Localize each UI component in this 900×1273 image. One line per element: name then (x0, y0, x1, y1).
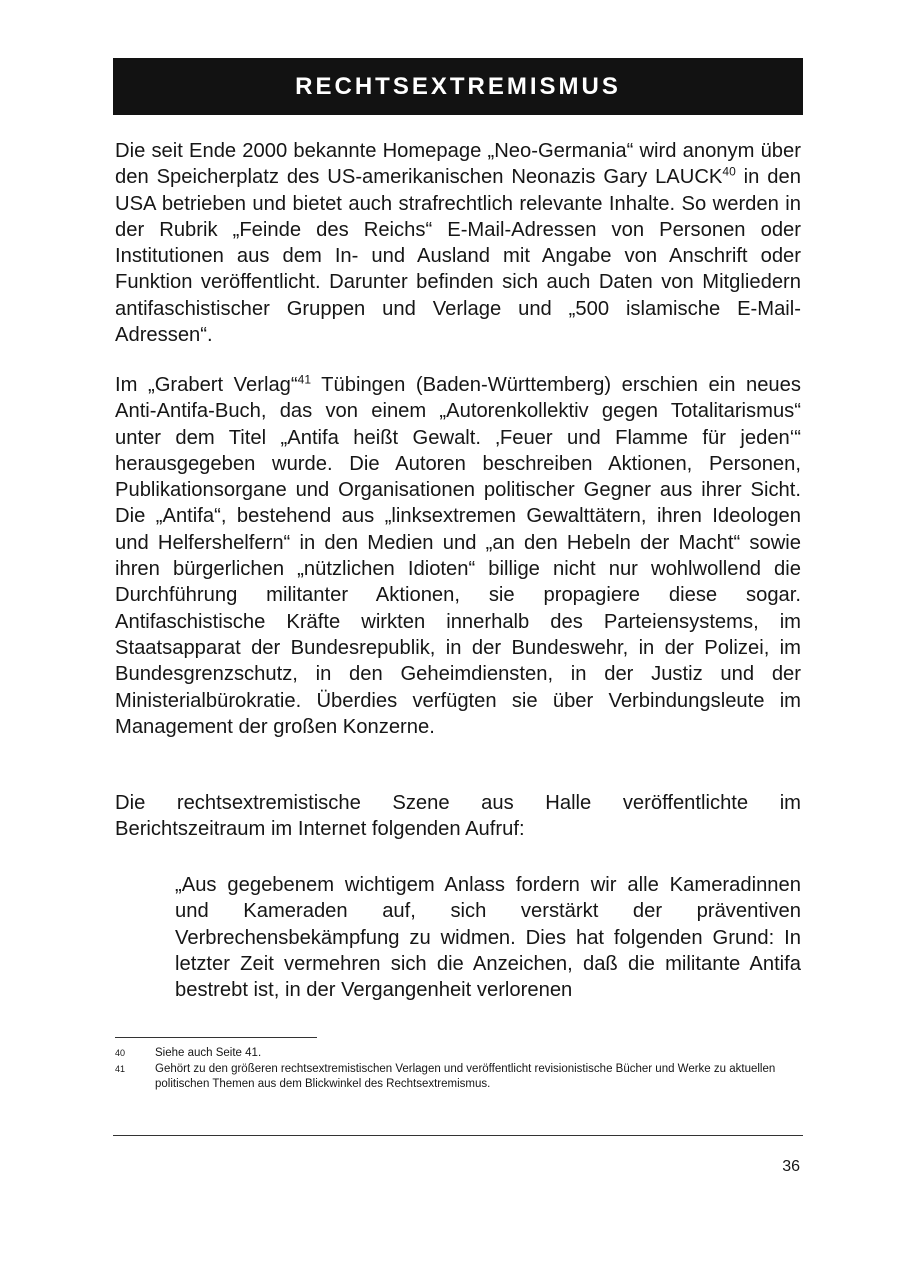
footnote-number: 40 (115, 1048, 126, 1058)
section-header (113, 58, 803, 115)
footnote-40 (115, 1046, 805, 1061)
footnote-ref-40: 40 (722, 164, 736, 179)
footnote-41 (115, 1062, 805, 1092)
footnote-text: Gehört zu den größeren rechtsextremistischen Verlagen und veröffentlicht revisionistische Bücher und Werke zu aktuellen politischen Themen aus dem Blickwinkel des Rechtsextremismus. (155, 1063, 776, 1090)
footer-rule (113, 1135, 803, 1136)
block-quote: „Aus gegebenem wichtigem Anlass fordern wir alle Kameradinnen und Kameraden auf, sich verstärkt der präventiven Verbrechensbekämpfung zu widmen. Dies hat folgenden Grund: In letzter Zeit vermehren sich die Anzeichen, daß die militante Antifa bestrebt ist, in der Vergangenheit verlorenen (175, 874, 801, 1002)
paragraph-1-text-b: in den USA betrieben und bietet auch strafrechtlich relevante Inhalte. So werden in der Rubrik „Feinde des Reichs“ E-Mail-Adressen von Personen oder Institutionen aus dem In- und Ausland mit Angabe von Anschrift oder Funktion veröffentlicht. Darunter befinden sich auch Daten von Mitgliedern antifaschistischer Gruppen und Verlage und „500 islamische E-Mail-Adressen“. (115, 166, 801, 347)
section-title: RECHTSEXTREMISMUS (295, 72, 621, 100)
paragraph-2-text-b: Tübingen (Baden-Württemberg) erschien ein neues Anti-Antifa-Buch, das von einem „Autorenkollektiv gegen Totalitarismus“ unter dem Titel „Antifa heißt Gewalt. ‚Feuer und Flamme für jeden‘“ herausgegeben wurde. Die Autoren beschreiben Aktionen, Personen, Publikationsorgane und Organisationen politischer Gegner aus ihrer Sicht. Die „Antifa“, bestehend aus „linksextremen Gewalttätern, ihren Ideologen und Helfershelfern“ in den Medien und „an den Hebeln der Macht“ sowie ihren bürgerlichen „nützlichen Idioten“ billige nicht nur wohlwollend die Durchführung militanter Aktionen, sie propagiere diese sogar. Antifaschistische Kräfte wirkten innerhalb des Parteiensystems, im Staatsapparat der Bundesrepublik, in der Bundeswehr, in der Polizei, im Bundesgrenzschutz, in den Geheimdiensten, in der Justiz und der Ministerialbürokratie. Überdies verfügten sie über Verbindungsleute im Management der großen Konzerne. (115, 374, 801, 738)
footnote-ref-41: 41 (297, 372, 311, 387)
footnote-separator (115, 1037, 317, 1038)
paragraph-2-text-a: Im „Grabert Verlag“ (115, 374, 298, 396)
paragraph-2 (115, 372, 801, 740)
footnote-number: 41 (115, 1064, 126, 1074)
paragraph-3: Die rechtsextremistische Szene aus Halle veröffentlichte im Berichtszeitraum im Internet folgenden Aufruf: (115, 792, 801, 841)
page-number: 36 (782, 1158, 800, 1175)
paragraph-1-text-a: Die seit Ende 2000 bekannte Homepage „Neo-Germania“ wird anonym über den Speicherplatz des US-amerikanischen Neonazis Gary LAUCK (115, 140, 801, 189)
paragraph-1 (115, 138, 801, 348)
footnote-text: Siehe auch Seite 41. (155, 1047, 262, 1059)
